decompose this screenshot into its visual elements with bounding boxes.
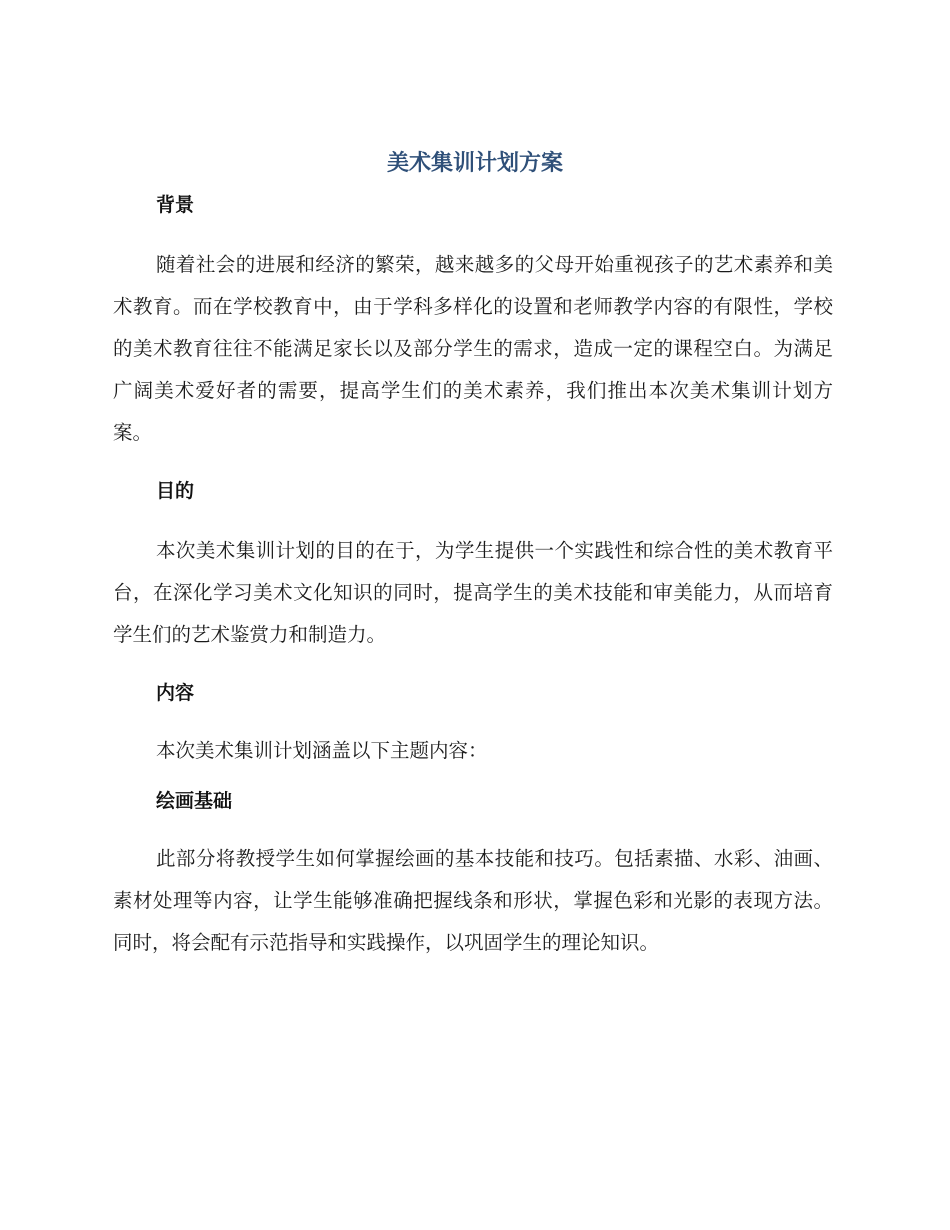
section-purpose [113,474,833,656]
section-background [113,188,833,454]
document-title: 美术集训计划方案 [386,151,563,176]
section-drawing-basics [113,784,833,964]
section-heading-content: 内容 [156,682,195,704]
section-paragraph-background: 随着社会的进展和经济的繁荣，越来越多的父母开始重视孩子的艺术素养和美术教育。而在学校教育中，由于学科多样化的设置和老师教学内容的有限性，学校的美术教育往往不能满足家长以及部分学生的需求，造成一定的课程空白。为满足广阔美术爱好者的需要，提高学生们的美术素养，我们推出本次美术集训计划方案。 [113,253,833,444]
section-paragraph-content: 本次美术集训计划涵盖以下主题内容： [156,739,488,762]
section-content [113,676,833,772]
section-heading-purpose: 目的 [156,480,195,502]
section-paragraph-purpose: 本次美术集训计划的目的在于，为学生提供一个实践性和综合性的美术教育平台，在深化学习美术文化知识的同时，提高学生的美术技能和审美能力，从而培育学生们的艺术鉴赏力和制造力。 [113,539,833,646]
section-heading-drawing-basics: 绘画基础 [156,790,233,812]
section-paragraph-drawing-basics: 此部分将教授学生如何掌握绘画的基本技能和技巧。包括素描、水彩、油画、素材处理等内容，让学生能够准确把握线条和形状，掌握色彩和光影的表现方法。同时，将会配有示范指导和实践操作，以巩固学生的理论知识。 [113,847,833,954]
section-heading-background: 背景 [156,194,195,216]
document-body [113,188,833,964]
